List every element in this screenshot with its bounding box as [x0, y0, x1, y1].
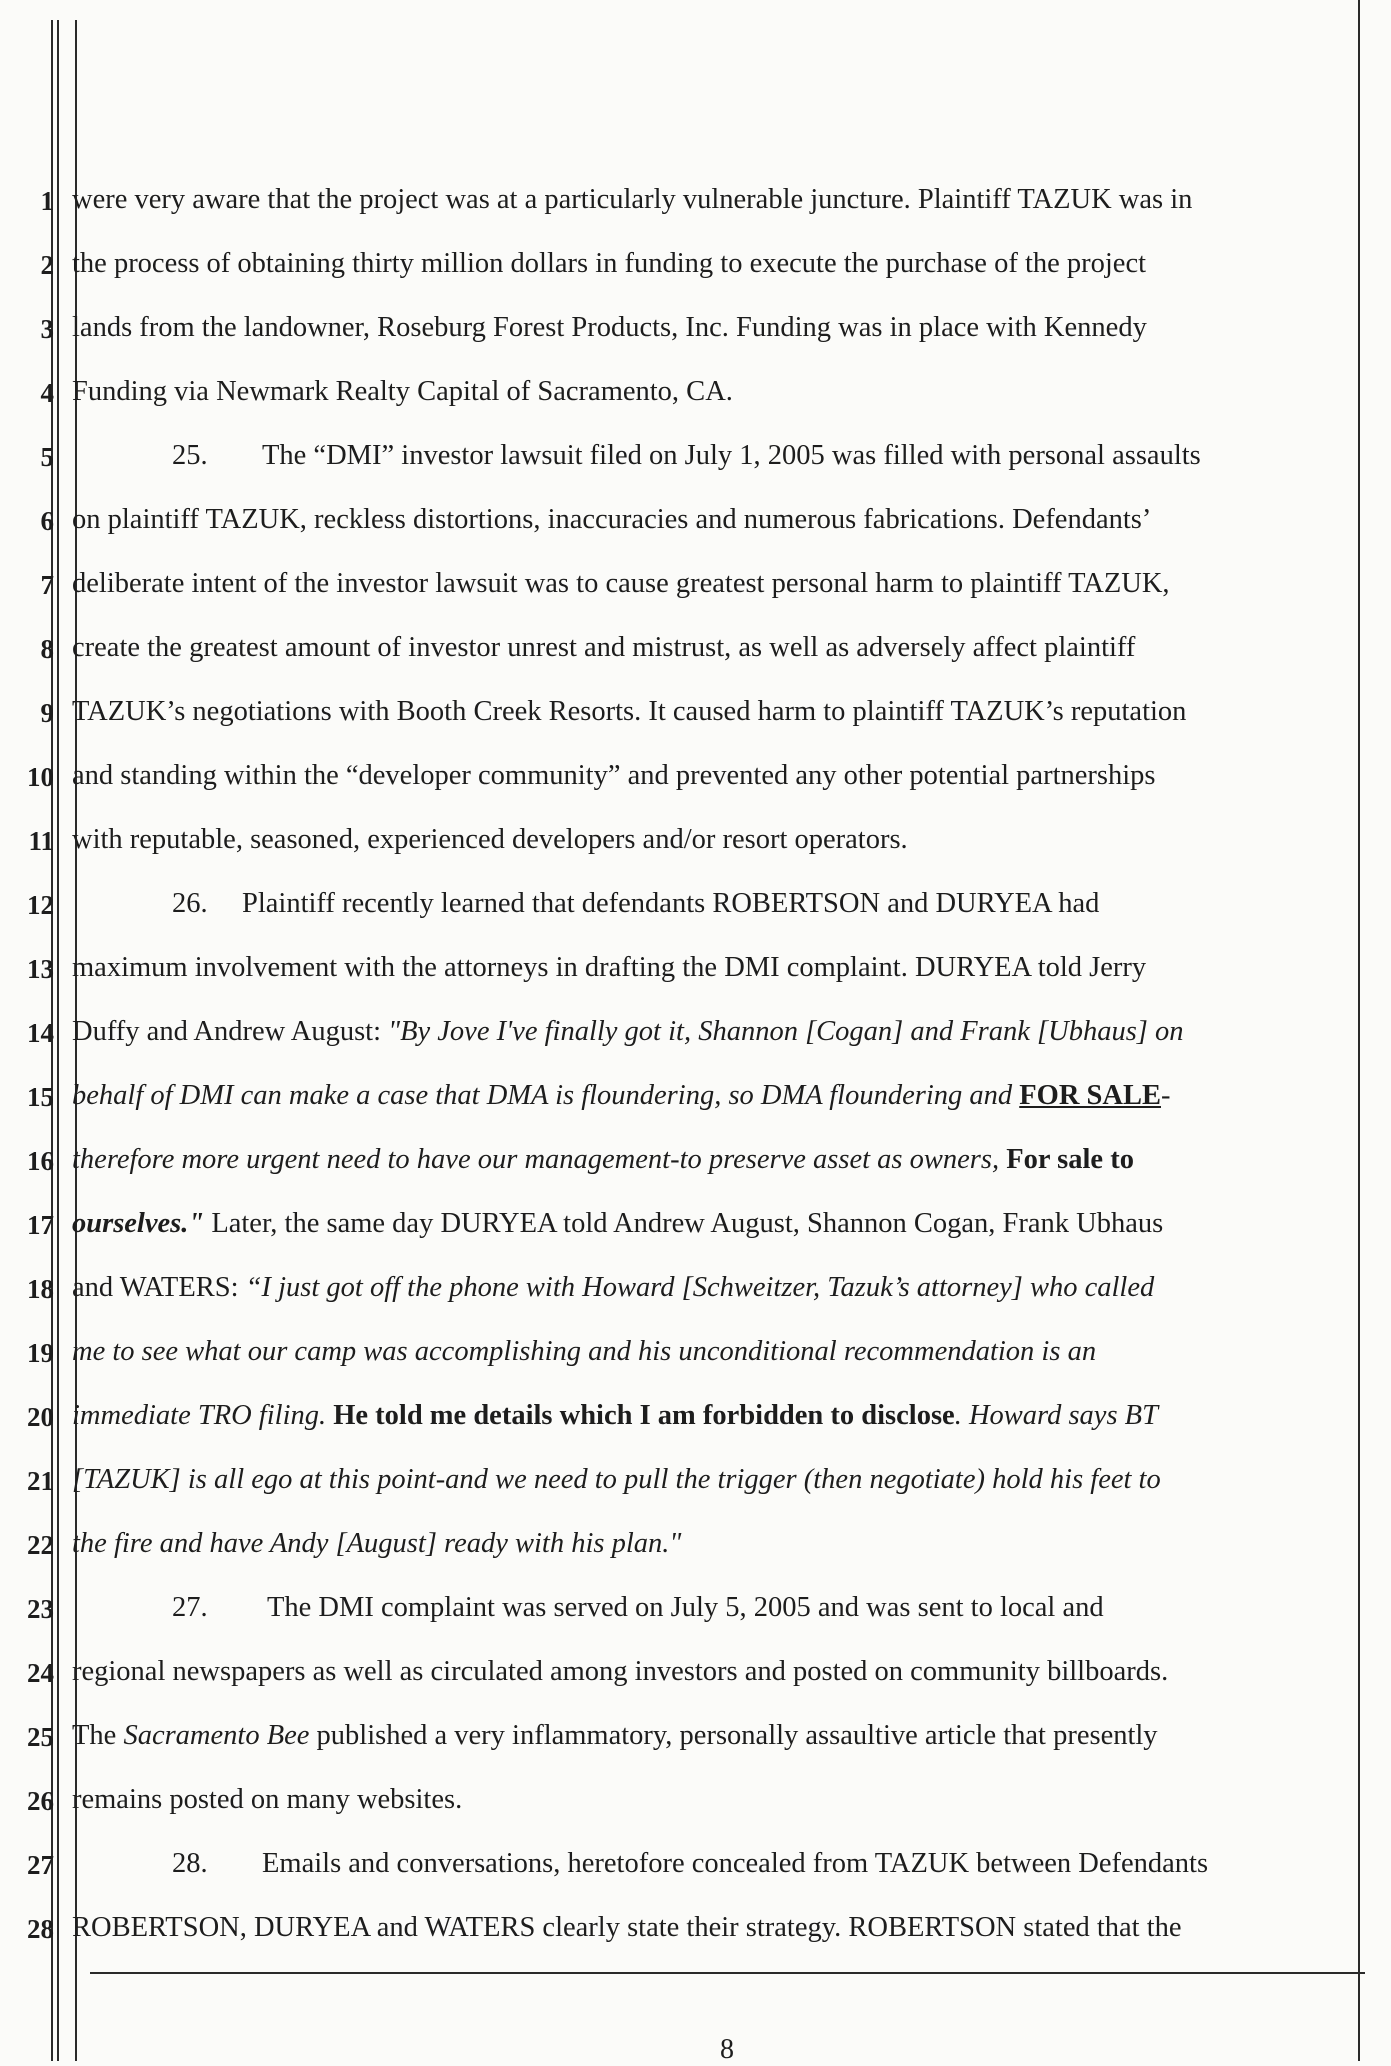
text-segment: The DMI complaint was served on July 5, 2005 and was sent to local and [267, 1592, 1104, 1623]
emphasized-text: FOR SALE [1019, 1080, 1161, 1111]
line-number: 3 [40, 314, 54, 344]
text-segment: published a very inflammatory, personally assaultive article that presently [309, 1720, 1158, 1751]
text-segment: Later, the same day DURYEA told Andrew August, Shannon Cogan, Frank Ubhaus [204, 1208, 1164, 1239]
text-line [72, 1466, 1161, 1495]
quoted-text: therefore more urgent need to have our management-to preserve asset as owners, [72, 1144, 1007, 1175]
text-line [72, 1402, 1158, 1431]
line-number: 28 [27, 1914, 54, 1944]
emphasized-text: ourselves." [72, 1208, 205, 1239]
page-number: 8 [720, 2034, 734, 2065]
text-line [72, 1338, 1096, 1367]
paragraph-26-start [72, 890, 1099, 919]
quoted-text: behalf of DMI can make a case that DMA is floundering, so DMA floundering and [72, 1080, 1020, 1111]
line-number: 9 [40, 698, 54, 728]
line-number: 2 [40, 250, 54, 280]
text-line: remains posted on many websites. [72, 1784, 463, 1815]
paragraph-28-start [72, 1850, 1208, 1879]
right-margin-rule [1358, 0, 1360, 2061]
quoted-text: “I just got off the phone with Howard [Schweitzer, Tazuk’s attorney] who called [245, 1272, 1155, 1303]
text-line: on plaintiff TAZUK, reckless distortions, inaccuracies and numerous fabrications. Defendants’ [72, 504, 1152, 535]
text-segment: The “DMI” investor lawsuit filed on July 1, 2005 was filled with personal assaults [262, 440, 1201, 471]
line-number: 24 [27, 1658, 54, 1688]
paragraph-number: 28. [172, 1848, 208, 1879]
text-line: ROBERTSON, DURYEA and WATERS clearly state their strategy. ROBERTSON stated that the [72, 1912, 1182, 1943]
line-number: 10 [27, 762, 54, 792]
text-segment: and WATERS: [72, 1272, 246, 1303]
line-number: 4 [40, 378, 54, 408]
text-line: TAZUK’s negotiations with Booth Creek Resorts. It caused harm to plaintiff TAZUK’s reputation [72, 696, 1187, 727]
quoted-text: immediate TRO filing. [72, 1400, 334, 1431]
text-line [72, 1274, 1154, 1303]
text-segment: The [72, 1720, 124, 1751]
text-line [72, 1210, 1163, 1239]
text-line: the process of obtaining thirty million dollars in funding to execute the purchase of the project [72, 248, 1147, 279]
line-number: 16 [27, 1146, 54, 1176]
text-line: create the greatest amount of investor unrest and mistrust, as well as adversely affect plaintiff [72, 632, 1136, 663]
text-line: Funding via Newmark Realty Capital of Sacramento, CA. [72, 376, 733, 407]
text-line: were very aware that the project was at a particularly vulnerable juncture. Plaintiff TAZUK was in [72, 184, 1193, 215]
quoted-text: . Howard says BT [954, 1400, 1158, 1431]
emphasized-text: For sale to [1006, 1144, 1134, 1175]
text-segment: Emails and conversations, heretofore concealed from TAZUK between Defendants [262, 1848, 1209, 1879]
line-number: 21 [27, 1466, 54, 1496]
quoted-text: me to see what our camp was accomplishing and his unconditional recommendation is an [72, 1336, 1097, 1367]
line-number: 18 [27, 1274, 54, 1304]
line-number: 14 [27, 1018, 54, 1048]
quoted-text: the fire and have Andy [August] ready with his plan." [72, 1528, 682, 1559]
line-number: 25 [27, 1722, 54, 1752]
text-segment: Plaintiff recently learned that defendants ROBERTSON and DURYEA had [242, 888, 1100, 919]
line-number: 23 [27, 1594, 54, 1624]
paragraph-number: 26. [172, 888, 208, 919]
line-number: 6 [40, 506, 54, 536]
text-line: lands from the landowner, Roseburg Forest Products, Inc. Funding was in place with Kennedy [72, 312, 1147, 343]
line-number: 27 [27, 1850, 54, 1880]
line-number: 20 [27, 1402, 54, 1432]
text-line [72, 1082, 1171, 1111]
text-line [72, 1722, 1158, 1751]
line-number: 8 [40, 634, 54, 664]
line-number: 5 [40, 442, 54, 472]
text-line [72, 1146, 1134, 1175]
paragraph-number: 25. [172, 440, 208, 471]
text-line: maximum involvement with the attorneys in drafting the DMI complaint. DURYEA told Jerry [72, 952, 1147, 983]
emphasized-text: He told me details which I am forbidden to disclose [333, 1400, 955, 1431]
line-number: 22 [27, 1530, 54, 1560]
footer-rule [90, 1972, 1365, 1974]
line-number: 7 [40, 570, 54, 600]
text-line: deliberate intent of the investor lawsuit was to cause greatest personal harm to plaintiff TAZUK, [72, 568, 1170, 599]
paragraph-25-start [72, 442, 1201, 471]
line-number: 19 [27, 1338, 54, 1368]
paragraph-27-start [72, 1594, 1104, 1623]
line-number: 12 [27, 890, 54, 920]
text-line: and standing within the “developer community” and prevented any other potential partnerships [72, 760, 1156, 791]
text-line [72, 1530, 681, 1559]
line-number: 11 [28, 826, 54, 856]
text-segment: - [1161, 1080, 1171, 1111]
paragraph-number: 27. [172, 1592, 208, 1623]
publication-name: Sacramento Bee [123, 1720, 310, 1751]
line-number: 15 [27, 1082, 54, 1112]
line-number: 26 [27, 1786, 54, 1816]
line-number: 1 [40, 186, 54, 216]
text-segment: Duffy and Andrew August: [72, 1016, 389, 1047]
text-line: regional newspapers as well as circulated among investors and posted on community billboards. [72, 1656, 1169, 1687]
quoted-text: "By Jove I've finally got it, Shannon [Cogan] and Frank [Ubhaus] on [388, 1016, 1184, 1047]
line-number: 13 [27, 954, 54, 984]
text-line [72, 1018, 1184, 1047]
quoted-text: [TAZUK] is all ego at this point-and we need to pull the trigger (then negotiate) hold his feet to [72, 1464, 1161, 1495]
line-number: 17 [27, 1210, 54, 1240]
text-line: with reputable, seasoned, experienced developers and/or resort operators. [72, 824, 908, 855]
left-margin-rule [57, 20, 59, 2061]
